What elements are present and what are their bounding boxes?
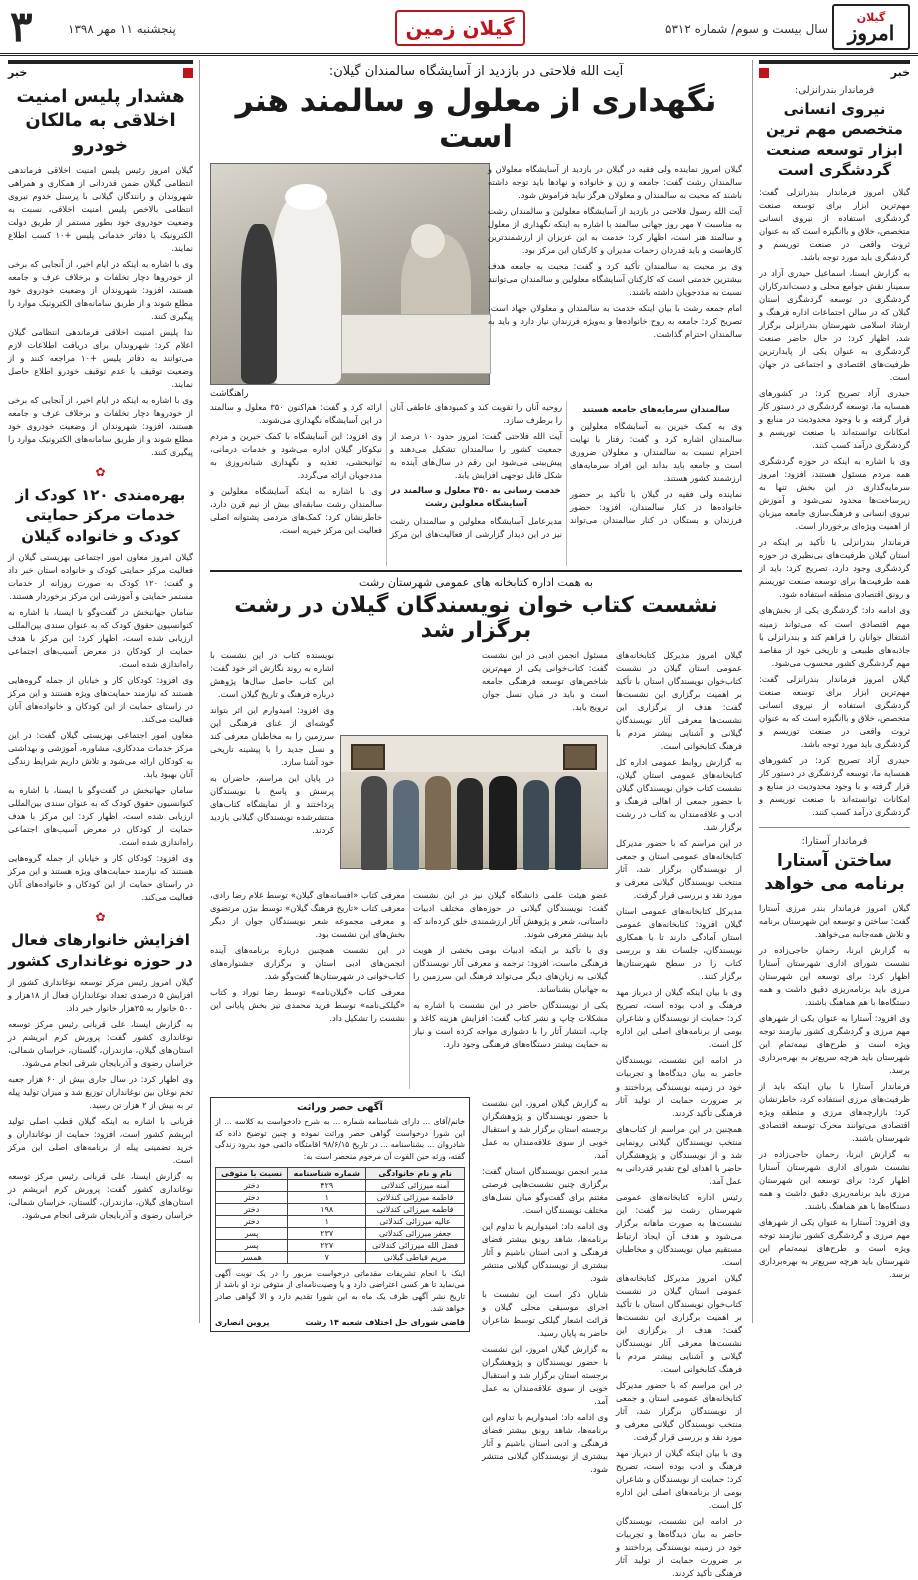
paragraph: گیلان امروز مدیرکل کتابخانه‌های عمومی استان گیلان در نشست کتاب‌خوان نویسندگان استان با تأکید بر اهمیت برگزاری این نشست‌ها گفت: هدف از برگزاری این نشست‌ها معرفی آثار نویسندگان گیلانی و آشنایی بیشتر مردم با فرهنگ کتابخوانی است. <box>616 1272 742 1374</box>
table-cell: ۴۲۹ <box>288 1179 366 1191</box>
bed-shape <box>341 314 491 374</box>
paragraph: به گزارش گیلان امروز، این نشست با حضور نویسندگان و پژوهشگران برجسته استان برگزار شد و استقبال خوبی از سوی علاقه‌مندان به عمل آمد. <box>482 1344 608 1407</box>
signature-name: پروین انصاری <box>215 1317 270 1327</box>
red-square-icon <box>759 68 769 78</box>
paragraph: گیلان امروز فرماندار بندرانزلی گفت: مهم‌ترین ابزار برای توسعه صنعت گردشگری استفاده از نیروی انسانی متخصص، خلاق و باانگیزه است که به عنوان ثروت واقعی در صنعت توریسم و گردشگری باید مورد توجه باشد. <box>759 673 910 749</box>
table-cell: فاطمه میرزائی کندلاتی <box>366 1203 465 1215</box>
paragraph: گیلان امروز رئیس مرکز توسعه نوغانداری کشور از افزایش ۵ درصدی تعداد نوغانداران فعال از ۱۸هزار و ۵۰۰ خانوار به ۲۵هزار خانوار خبر داد. <box>8 976 193 1013</box>
paragraph: وی افزود: کودکان کار و خیابان از جمله گروه‌هایی هستند که نیازمند حمایت‌های ویژه هستند و این مرکز در راستای حمایت از این کودکان و خانواده‌های آنان فعالیت می‌کند. <box>8 853 193 903</box>
article-body <box>759 186 910 819</box>
paragraph: همچنین در این مراسم از کتاب‌های منتخب نویسندگان گیلانی رونمایی شد و از نویسندگان و پژوهشگران حاضر با اهدای لوح تقدیر قدردانی به عمل آمد. <box>616 1123 742 1186</box>
masthead <box>0 0 918 56</box>
lead-text-bottom <box>210 401 742 566</box>
table-cell: ۲۳۷ <box>288 1227 366 1239</box>
paragraph: یکی از نویسندگان حاضر در این نشست با اشاره به مشکلات چاپ و نشر کتاب گفت: افزایش هزینه کاغذ و چاپ، انتشار آثار را با دشواری مواجه کرده است و نیاز به حمایت بیشتر دستگاه‌های فرهنگی وجود دارد. <box>413 1000 608 1050</box>
table-row <box>216 1239 465 1251</box>
paragraph: به گزارش روابط عمومی اداره کل کتابخانه‌های عمومی استان گیلان، نشست کتاب خوان نویسندگان گیلان با حضور جمعی از اهالی فرهنگ و ادب و علاقه‌مندان به کتاب در رشت برگزار شد. <box>616 757 742 833</box>
paragraph: در این مراسم که با حضور مدیرکل کتابخانه‌های عمومی استان و جمعی از نویسندگان برگزار شد، آثار منتخب نویسندگان گیلانی معرفی و مورد نقد و بررسی قرار گرفت. <box>616 838 742 901</box>
person-shape <box>555 776 581 870</box>
paragraph: حیدری آزاد تصریح کرد: در کشورهای همسایه ما، توسعه گردشگری در دستور کار قرار گرفته و با وجود محدودیت در منابع و امکانات توانسته‌اند با صنعت توریسم و گردشگری درآمد کسب کنند. <box>759 754 910 817</box>
flower-ornament-icon: ✿ <box>95 910 106 925</box>
paragraph: معرفی کتاب «افسانه‌های گیلان» توسط غلام رضا رادی، معرفی کتاب «تاریخ فرهنگ گیلان» توسط بیژن مرتضوی و معرفی مجموعه شعر نویسندگان جوان از دیگر بخش‌های این نشست بود. <box>210 890 405 940</box>
table-cell: دختر <box>216 1191 288 1203</box>
table-cell: جعفر میرزائی کندلاتی <box>366 1227 465 1239</box>
article-body <box>8 976 193 1222</box>
person-shape <box>523 780 549 870</box>
paragraph: مدیرکل کتابخانه‌های عمومی استان گیلان افزود: کتابخانه‌های عمومی استان آمادگی دارند تا با همکاری نویسندگان، جلسات نقد و بررسی کتاب را در سطح شهرستان‌ها برگزار کنند. <box>616 906 742 982</box>
paragraph: وی ادامه داد: امیدواریم با تداوم این برنامه‌ها، شاهد رونق بیشتر فضای فرهنگی و ادبی استان باشیم و آثار بیشتری از نویسندگان گیلانی منتشر شود. <box>482 1221 608 1284</box>
article-body <box>759 902 910 1281</box>
paragraph: در این نشست همچنین درباره برنامه‌های آینده انجمن‌های ادبی استان و برگزاری جشنواره‌های کتاب‌خوانی در شهرستان‌ها گفت‌وگو شد. <box>210 945 405 982</box>
article-kicker: فرماندار آستارا: <box>801 835 868 847</box>
news-tag-label: خبر <box>890 66 910 79</box>
figure-head-shape <box>411 224 445 258</box>
person-shape <box>489 776 517 870</box>
paragraph: به گزارش ایرنا، رحمان حاجی‌زاده در نشست شورای اداری شهرستان آستارا اظهار کرد: برای توسعه این شهرستان مرزی باید برنامه‌ریزی دقیق داشت و همه دستگاه‌ها با هم هماهنگ باشند. <box>759 1148 910 1211</box>
table-row <box>216 1191 465 1203</box>
notice-signature <box>215 1318 465 1327</box>
table-cell: آمنه میرزائی کندلاتی <box>366 1179 465 1191</box>
table-header: شماره شناسنامه <box>288 1167 366 1179</box>
paragraph: مدیر انجمن نویسندگان استان گفت: برگزاری چنین نشست‌هایی فرصتی مغتنم برای گفت‌وگو میان نسل‌های مختلف نویسندگان است. <box>482 1166 608 1216</box>
lead-headline: نگهداری از معلول و سالمند هنر است <box>235 83 717 155</box>
table-cell: ۷ <box>288 1251 366 1263</box>
notice-intro: خانم/آقای ... دارای شناسنامه شماره ... به شرح دادخواست به کلاسه ... از این شورا درخواست گواهی حصر وراثت نموده و چنین توضیح داده که شادروان ... بشناسنامه ... در تاریخ ۹۸/۶/۱۵ اقامتگاه دائمی خود بدرود زندگی گفته، ورثه حین الفوت آن مرحوم منحصر است به: <box>215 1117 465 1162</box>
figure-shape <box>241 224 277 384</box>
divider <box>759 827 910 828</box>
paragraph: وی بر محبت به سالمندان تأکید کرد و گفت: محبت به جامعه هدف بیشترین خدمتی است که کارکنان آسایشگاه معلولین و سالمندان می‌توانند نسبت به مددجویان داشته باشند. <box>487 261 742 298</box>
frame-shape <box>563 744 597 770</box>
logo-top-text: گیلان <box>856 10 886 24</box>
paragraph: مدیرعامل آسایشگاه معلولین و سالمندان رشت نیز در این دیدار گزارشی از فعالیت‌های این مرکز ارائه کرد و گفت: هم‌اکنون ۳۵۰ معلول و سالمند در این آسایشگاه نگهداری می‌شوند. <box>210 402 562 539</box>
paragraph: گیلان امروز رئیس پلیس امنیت اخلاقی فرماندهی انتظامی گیلان ضمن قدردانی از همکاری و همراهی شهروندان و رانندگان گیلانی با پرسنل خدوم نیروی انتظامی بالاخص پلیس امنیت اخلاقی، نسبت به وضعیت خودروی خود بطور مستمر از طریق دولت الکترونیک یا دفاتر خدماتی پلیس +۱۰ کسب اطلاع نمایند. <box>8 164 193 253</box>
divider <box>210 570 742 572</box>
table-cell: ۱ <box>288 1215 366 1227</box>
paragraph: ندا پلیس امنیت اخلاقی فرماندهی انتظامی گیلان اعلام کرد: شهروندان برای دریافت اطلاعات لازم می‌توانند به دفاتر پلیس +۱۰ مراجعه کنند و از وضعیت توقیف یا عدم توقیف خودرو اطلاع حاصل نمایند. <box>8 327 193 390</box>
paragraph: وی افزود: امیدوارم این اثر بتواند گوشه‌ای از غنای فرهنگی این سرزمین را به مخاطبان معرفی کند و نسل جدید را با پیشینه تاریخی خود آشنا سازد. <box>210 705 334 768</box>
story-text-column <box>482 649 608 729</box>
notice-title: آگهی حصر وراثت <box>297 1102 383 1113</box>
paragraph: عضو هیئت علمی دانشگاه گیلان نیز در این نشست گفت: نویسندگان گیلانی در حوزه‌های مختلف ادبیات داستانی، شعر و پژوهش آثار ارزشمندی خلق کرده‌اند که باید بیشتر معرفی شوند. <box>413 890 608 940</box>
photo-caption: راهنگاشت <box>210 389 249 399</box>
paragraph: امام جمعه رشت با بیان اینکه خدمت به سالمندان و معلولان جهاد است، تصریح کرد: جامعه به روح خانواده‌ها و به‌ویژه فرزندان نیاز دارد و باید به سالمندان احترام گذاشت. <box>488 303 742 340</box>
paragraph: وی با اشاره به اینکه در حوزه گردشگری همه مردم مسئول هستند، افزود: امروز سرمایه‌گذاری در این بخش تنها به زیرساخت‌ها محدود نمی‌شود و آموزش نیروی انسانی و فرهنگ‌سازی جامعه میزبان از اهمیت ویژه‌ای برخوردار است. <box>759 456 910 532</box>
table-cell: ۱ <box>288 1191 366 1203</box>
lead-kicker: آیت الله فلاحتی در بازدید از آسایشگاه سالمندان گیلان: <box>328 64 624 79</box>
main-column <box>206 60 746 1579</box>
heirs-table <box>215 1167 465 1264</box>
turban-shape <box>285 184 327 210</box>
table-cell: دختر <box>216 1179 288 1191</box>
table-row <box>216 1179 465 1191</box>
library-story <box>210 649 742 1579</box>
table-header: نسبت با متوفی <box>216 1167 288 1179</box>
table-header: نام و نام خانوادگی <box>366 1167 465 1179</box>
article-kicker: فرماندار بندرانزلی: <box>794 85 875 96</box>
table-cell: مریم قیاطی گیلانی <box>366 1251 465 1263</box>
left-column <box>4 60 200 1323</box>
paragraph: سامان جهانبخش در گفت‌وگو با ایسنا، با اشاره به کنوانسیون حقوق کودک که به عنوان سندی بین‌المللی ارزیابی شده است، اظهار کرد: این مرکز با هدف حمایت از کودکان در معرض آسیب‌های اجتماعی راه‌اندازی شده است. <box>8 607 193 670</box>
paragraph: در ادامه این نشست، نویسندگان حاضر به بیان دیدگاه‌ها و تجربیات خود در زمینه نویسندگی پرداختند و بر ضرورت حمایت از تولید آثار فرهنگی تأکید کردند. <box>616 1055 742 1118</box>
paragraph: وی افزود: کودکان کار و خیابان از جمله گروه‌هایی هستند که نیازمند حمایت‌های ویژه هستند و این مرکز در راستای حمایت از این کودکان و خانواده‌های آنان فعالیت می‌کند. <box>8 675 193 725</box>
article-headline: افزایش خانوارهای فعال در حوزه نوغانداری کشور <box>8 931 193 970</box>
paragraph: به گزارش گیلان امروز، این نشست با حضور نویسندگان و پژوهشگران برجسته استان برگزار شد و استقبال خوبی از سوی علاقه‌مندان به عمل آمد. <box>482 1098 608 1161</box>
paragraph: آیت الله رسول فلاحتی در بازدید از آسایشگاه معلولین و سالمندان رشت به مناسبت ۷ مهر روز جهانی سالمند با اشاره به اینکه نگهداری از معلول و سالمند هنر است، اظهار کرد: خدمت به این عزیزان از ارزشمندترین کارهاست و باید قدردان زحمات مدیران و کارکنان این مرکز بود. <box>488 206 742 256</box>
paragraph: وی ادامه داد: گردشگری یکی از بخش‌های مهم اقتصادی است که می‌تواند زمینه اشتغال جوانان را فراهم کند و بندرانزلی با جاذبه‌های طبیعی و تاریخی خود از مقاصد مهم گردشگری کشور محسوب می‌شود. <box>759 605 910 668</box>
paragraph: در این مراسم که با حضور مدیرکل کتابخانه‌های عمومی استان و جمعی از نویسندگان برگزار شد، آثار منتخب نویسندگان گیلانی معرفی و مورد نقد و بررسی قرار گرفت. <box>616 1379 742 1442</box>
paragraph: وی اظهار کرد: در سال جاری بیش از ۶۰ هزار جعبه تخم نوغان بین نوغانداران توزیع شد و میزان تولید پیله تر به بیش از ۲ هزار تن رسید. <box>8 1074 194 1111</box>
page-number: ۳ <box>10 2 33 51</box>
paragraph: وی با اشاره به اینکه در ایام اخیر، از آنجایی که برخی از خودروها دچار تخلفات و برخلاف عرف و جامعه هستند، افزود: شهروندان از وضعیت خودروی خود مطلع شوند و از طریق سامانه‌های الکترونیک موارد را پیگیری کنند. <box>8 259 193 322</box>
paragraph: به گزارش ایسنا، اسماعیل حیدری آزاد در سمینار نقش جوامع محلی و دست‌اندرکاران گردشگری در توسعه گردشگری استان گیلان که در سالن اجتماعات اداره فرهنگ و ارشاد اسلامی شهرستان بندرانزلی برگزار شد، اظهار کرد: در حال حاضر صنعت گردشگری به عنوان یکی از پایدارترین ظرفیت‌های اقتصادی و اجتماعی در جهان است. <box>759 268 910 383</box>
paragraph: گیلان امروز فرماندار بندر مرزی آستارا گفت: ساختن و توسعه این شهرستان برنامه و تلاش همه‌جانبه می‌خواهد. <box>759 902 910 939</box>
table-row <box>216 1227 465 1239</box>
table-row <box>216 1251 465 1263</box>
article-headline: ساختن آستارا برنامه می خواهد <box>764 850 905 894</box>
table-row <box>216 1215 465 1227</box>
issue-number: سال بیست و سوم/ شماره ۵۳۱۲ <box>665 22 828 36</box>
paragraph: فرماندار آستارا با بیان اینکه باید از ظرفیت‌های مرزی استفاده کرد، خاطرنشان کرد: بازارچه‌های مرزی و منطقه ویژه اقتصادی می‌توانند محرک توسعه اقتصادی شهرستان باشند. <box>759 1080 910 1143</box>
table-cell: پسر <box>216 1227 288 1239</box>
table-cell: دختر <box>216 1203 288 1215</box>
subheading: خدمت رسانی به ۳۵۰ معلول و سالمند در آسایشگاه معلولین رشت <box>391 486 561 510</box>
table-row <box>216 1203 465 1215</box>
news-tag <box>759 60 910 81</box>
table-cell: پسر <box>216 1239 288 1251</box>
paragraph: وی با اشاره به اینکه در ایام اخیر، از آنجایی که برخی از خودروها دچار تخلفات و برخلاف عرف و جامعه هستند، افزود: شهروندان از وضعیت خودروی خود مطلع شوند و از طریق سامانه‌های الکترونیک موارد را پیگیری کنند. <box>8 395 193 458</box>
paragraph: وی با بیان اینکه گیلان از دیرباز مهد فرهنگ و ادب بوده است، تصریح کرد: حمایت از نویسندگان و شاعران بومی از برنامه‌های اصلی این اداره کل است. <box>616 1447 742 1510</box>
section-title: گیلان زمین <box>395 10 525 46</box>
table-cell: فاطمه میرزائی کندلاتی <box>366 1191 465 1203</box>
person-shape <box>457 778 483 870</box>
notice-footer: اینک با انجام تشریفات مقدماتی درخواست مزبور را در یک نوبت آگهی می‌نماید تا هر کسی اعتراضی دارد و یا وصیت‌نامه‌ای از متوفی نزد او باشد از تاریخ نشر آگهی ظرف یک ماه به این شورا تقدیم دارد و الا گواهی صادر خواهد شد. <box>215 1268 465 1313</box>
article-headline: هشدار پلیس امنیت اخلاقی به مالکان خودرو <box>16 86 185 156</box>
lead-story <box>210 163 742 568</box>
article-body <box>8 551 193 904</box>
lead-text-column <box>488 163 742 385</box>
paragraph: وی افزود: آستارا به عنوان یکی از شهرهای مهم مرزی و گردشگری کشور نیازمند توجه ویژه است و طرح‌های نیمه‌تمام این شهرستان باید هرچه سریع‌تر به بهره‌برداری برسد. <box>759 1216 910 1280</box>
group-photo <box>340 735 608 869</box>
table-cell: همسر <box>216 1251 288 1263</box>
newspaper-logo <box>832 4 910 50</box>
inheritance-notice <box>210 1097 470 1332</box>
person-shape <box>361 776 387 870</box>
paragraph: در پایان این مراسم، حاضران به پرسش و پاسخ با نویسندگان پرداختند و از نمایشگاه کتاب‌های منتشرشده نویسندگان گیلانی بازدید کردند. <box>210 773 334 836</box>
paragraph: وی به کمک خیرین به آسایشگاه معلولین و سالمندان اشاره کرد و گفت: رفتار با نهایت احترام نسبت به سالمندان و معلولان ضروری است و جامعه باید بداند این افراد سرمایه‌های ارزشمند کشور هستند. <box>570 421 742 484</box>
person-shape <box>393 780 419 870</box>
paragraph: قربانی با اشاره به اینکه گیلان قطب اصلی تولید ابریشم کشور است، افزود: حمایت از نوغانداران و خرید تضمینی پیله از برنامه‌های اصلی این مرکز است. <box>8 1116 193 1166</box>
table-cell: ۱۹۸ <box>288 1203 366 1215</box>
paragraph: فرماندار بندرانزلی با تأکید بر اینکه در استان گیلان ظرفیت‌های بی‌نظیری در حوزه گردشگری وجود دارد، تصریح کرد: باید از همه ظرفیت‌ها برای توسعه صنعت توریسم و رونق اقتصادی منطقه استفاده شود. <box>759 537 910 600</box>
story-kicker: به همت اداره کتابخانه های عمومی شهرستان رشت <box>359 576 593 589</box>
paragraph: وی با بیان اینکه گیلان از دیرباز مهد فرهنگ و ادب بوده است، تصریح کرد: حمایت از نویسندگان و شاعران بومی از برنامه‌های اصلی این اداره کل است. <box>616 987 742 1050</box>
paragraph: گیلان امروز فرماندار بندرانزلی گفت: مهم‌ترین ابزار برای توسعه صنعت گردشگری استفاده از نیروی انسانی متخصص، خلاق و باانگیزه است که به عنوان ثروت واقعی در صنعت توریسم و گردشگری باید مورد توجه باشد. <box>759 187 910 263</box>
paragraph: نویسنده کتاب در این نشست با اشاره به روند نگارش اثر خود گفت: این کتاب حاصل سال‌ها پژوهش درباره فرهنگ و تاریخ گیلان است. <box>210 650 334 700</box>
paragraph: شایان ذکر است این نشست با اجرای موسیقی محلی گیلان و قرائت اشعار گیلکی توسط شاعران حاضر به پایان رسید. <box>482 1289 608 1339</box>
table-cell: دختر <box>216 1215 288 1227</box>
table-cell: عالیه میرزائی کندلاتی <box>366 1215 465 1227</box>
paragraph: مسئول انجمن ادبی در این نشست گفت: کتاب‌خوانی یکی از مهم‌ترین شاخص‌های توسعه فرهنگی جامعه است و باید در میان نسل جوان ترویج یابد. <box>482 650 608 713</box>
story-headline: نشست کتاب خوان نویسندگان گیلان در رشت برگزار شد <box>234 593 718 643</box>
story-text-column <box>616 649 742 1579</box>
paragraph: معرفی کتاب «گیلان‌نامه» توسط رضا نوراد و کتاب «گیلکی‌نامه» توسط فرید محمدی نیز بخش پایانی این نشست را تشکیل داد. <box>210 987 405 1024</box>
paragraph: سامان جهانبخش در گفت‌وگو با ایسنا، با اشاره به کنوانسیون حقوق کودک که به عنوان سندی بین‌المللی ارزیابی شده است، اظهار کرد: این مرکز با هدف حمایت از کودکان در معرض آسیب‌های اجتماعی راه‌اندازی شده است. <box>8 785 193 848</box>
paragraph: وی ادامه داد: امیدواریم با تداوم این برنامه‌ها، شاهد رونق بیشتر فضای فرهنگی و ادبی استان باشیم و آثار بیشتری از نویسندگان گیلانی منتشر شود. <box>482 1412 608 1475</box>
article-headline: نیروی انسانی متخصص مهم ترین ابزار توسعه صنعت گردشگری است <box>766 100 903 179</box>
figure-shape <box>271 194 341 384</box>
paragraph: آیت الله فلاحتی گفت: امروز حدود ۱۰ درصد از جمعیت کشور را سالمندان تشکیل می‌دهند و پیش‌بینی می‌شود این رقم در سال‌های آینده به شکل قابل توجهی افزایش یابد. <box>390 431 562 481</box>
table-cell: ۲۲۷ <box>288 1239 366 1251</box>
person-shape <box>425 776 451 870</box>
paragraph: در ادامه این نشست، نویسندگان حاضر به بیان دیدگاه‌ها و تجربیات خود در زمینه نویسندگی پرداختند و بر ضرورت حمایت از تولید آثار فرهنگی تأکید کردند. <box>616 1516 742 1579</box>
red-square-icon <box>183 68 193 78</box>
news-tag <box>8 60 193 81</box>
story-text-column <box>482 1097 608 1475</box>
paragraph: به گزارش ایسنا، علی قربانی رئیس مرکز توسعه نوغانداری کشور گفت: پرورش کرم ابریشم در استان‌های گیلان، مازندران، گلستان، خراسان شمالی، خراسان رضوی و آذربایجان شرقی انجام می‌شود. <box>8 1018 193 1068</box>
table-header-row <box>216 1167 465 1179</box>
right-column <box>752 60 914 1323</box>
paragraph: به گزارش ایرنا، رحمان حاجی‌زاده در نشست شورای اداری شهرستان آستارا اظهار کرد: برای توسعه این شهرستان مرزی باید برنامه‌ریزی دقیق داشت و همه دستگاه‌ها با هم هماهنگ باشند. <box>759 944 910 1007</box>
story-text-column <box>210 649 334 879</box>
news-tag-label: خبر <box>8 66 28 79</box>
lead-photo <box>210 163 490 385</box>
paragraph: وی افزود: این آسایشگاه با کمک خیرین و مردم نیکوکار گیلان اداره می‌شود و خدمات درمانی، توانبخشی، تغذیه و نگهداری شبانه‌روزی به مددجویان ارائه می‌گردد. <box>210 431 382 481</box>
story-text-wide <box>210 889 608 1089</box>
paragraph: گیلان امروز مدیرکل کتابخانه‌های عمومی استان گیلان در نشست کتاب‌خوان نویسندگان استان با تأکید بر اهمیت برگزاری این نشست‌ها گفت: هدف از برگزاری این نشست‌ها معرفی آثار نویسندگان گیلانی و آشنایی بیشتر مردم با فرهنگ کتابخوانی است. <box>616 650 742 752</box>
paragraph: معاون امور اجتماعی بهزیستی گیلان گفت: در این مرکز خدمات مددکاری، مشاوره، آموزشی و بهداشتی به کودکان ارائه می‌شود و تلاش داریم شرایط زندگی آنان بهبود یابد. <box>8 730 193 780</box>
signature-title: قاضی شورای حل اختلاف شعبه ۱۴ رشت <box>305 1317 465 1327</box>
subheading: سالمندان سرمایه‌های جامعه هستند <box>582 405 730 415</box>
paragraph: حیدری آزاد تصریح کرد: در کشورهای همسایه ما، توسعه گردشگری در دستور کار قرار گرفته و با وجود محدودیت در منابع و امکانات توانسته‌اند با صنعت توریسم و گردشگری درآمد کسب کنند. <box>759 388 910 451</box>
frame-shape <box>351 744 385 770</box>
flower-ornament-icon: ✿ <box>95 465 106 480</box>
article-body <box>8 164 193 459</box>
issue-date: پنجشنبه ۱۱ مهر ۱۳۹۸ <box>68 22 176 36</box>
paragraph: وی با اشاره به اینکه آسایشگاه معلولین و سالمندان رشت سابقه‌ای بیش از نیم قرن دارد، خاطرنشان کرد: کمک‌های مردمی پشتوانه اصلی فعالیت این مرکز خیریه است. <box>210 486 382 536</box>
paragraph: گیلان امروز معاون امور اجتماعی بهزیستی گیلان از فعالیت مرکز حمایتی کودک و خانواده استان خبر داد و گفت: ۱۲۰ کودک به صورت روزانه از خدمات مستمر حمایتی و آموزشی این مرکز برخوردار هستند. <box>8 551 193 602</box>
article-headline: بهره‌مندی ۱۲۰ کودک از خدمات مرکز حمایتی کودک و خانواده گیلان <box>15 486 186 545</box>
paragraph: نماینده ولی فقیه در گیلان با تأکید بر حضور خانواده‌ها در کنار سالمندان، افزود: حضور فرزندان و بستگان در کنار سالمندان می‌تواند روحیه آنان را تقویت کند و کمبودهای عاطفی آنان را برطرف سازد. <box>390 402 742 526</box>
logo-main-text: امروز <box>847 20 895 45</box>
paragraph: وی با تأکید بر اینکه ادبیات بومی بخشی از هویت فرهنگی ماست، افزود: ترجمه و معرفی آثار نویسندگان گیلانی به زبان‌های دیگر می‌تواند فرهنگ این سرزمین را به جهانیان بشناساند. <box>413 945 608 995</box>
paragraph: به گزارش ایسنا، علی قربانی رئیس مرکز توسعه نوغانداری کشور گفت: پرورش کرم ابریشم در استان‌های گیلان، مازندران، گلستان، خراسان شمالی، خراسان رضوی و آذربایجان شرقی انجام می‌شود. <box>8 1171 193 1221</box>
paragraph: گیلان امروز نماینده ولی فقیه در گیلان در بازدید از آسایشگاه معلولان و سالمندان رشت گفت: جامعه و زن و خانواده و نهادها باید توجه داشته باشند که محبت به سالمندان و معلولان هرگز نباید فراموش شود. <box>488 164 742 201</box>
table-cell: فضل الله میرزائی کندلاتی <box>366 1239 465 1251</box>
paragraph: وی افزود: آستارا به عنوان یکی از شهرهای مهم مرزی و گردشگری کشور نیازمند توجه ویژه است و طرح‌های نیمه‌تمام این شهرستان باید هرچه سریع‌تر به بهره‌برداری برسد. <box>759 1012 910 1075</box>
paragraph: رئیس اداره کتابخانه‌های عمومی شهرستان رشت نیز گفت: این نشست‌ها به صورت ماهانه برگزار می‌شود و هدف آن ایجاد ارتباط مستقیم میان نویسندگان و مخاطبان است. <box>616 1191 742 1267</box>
